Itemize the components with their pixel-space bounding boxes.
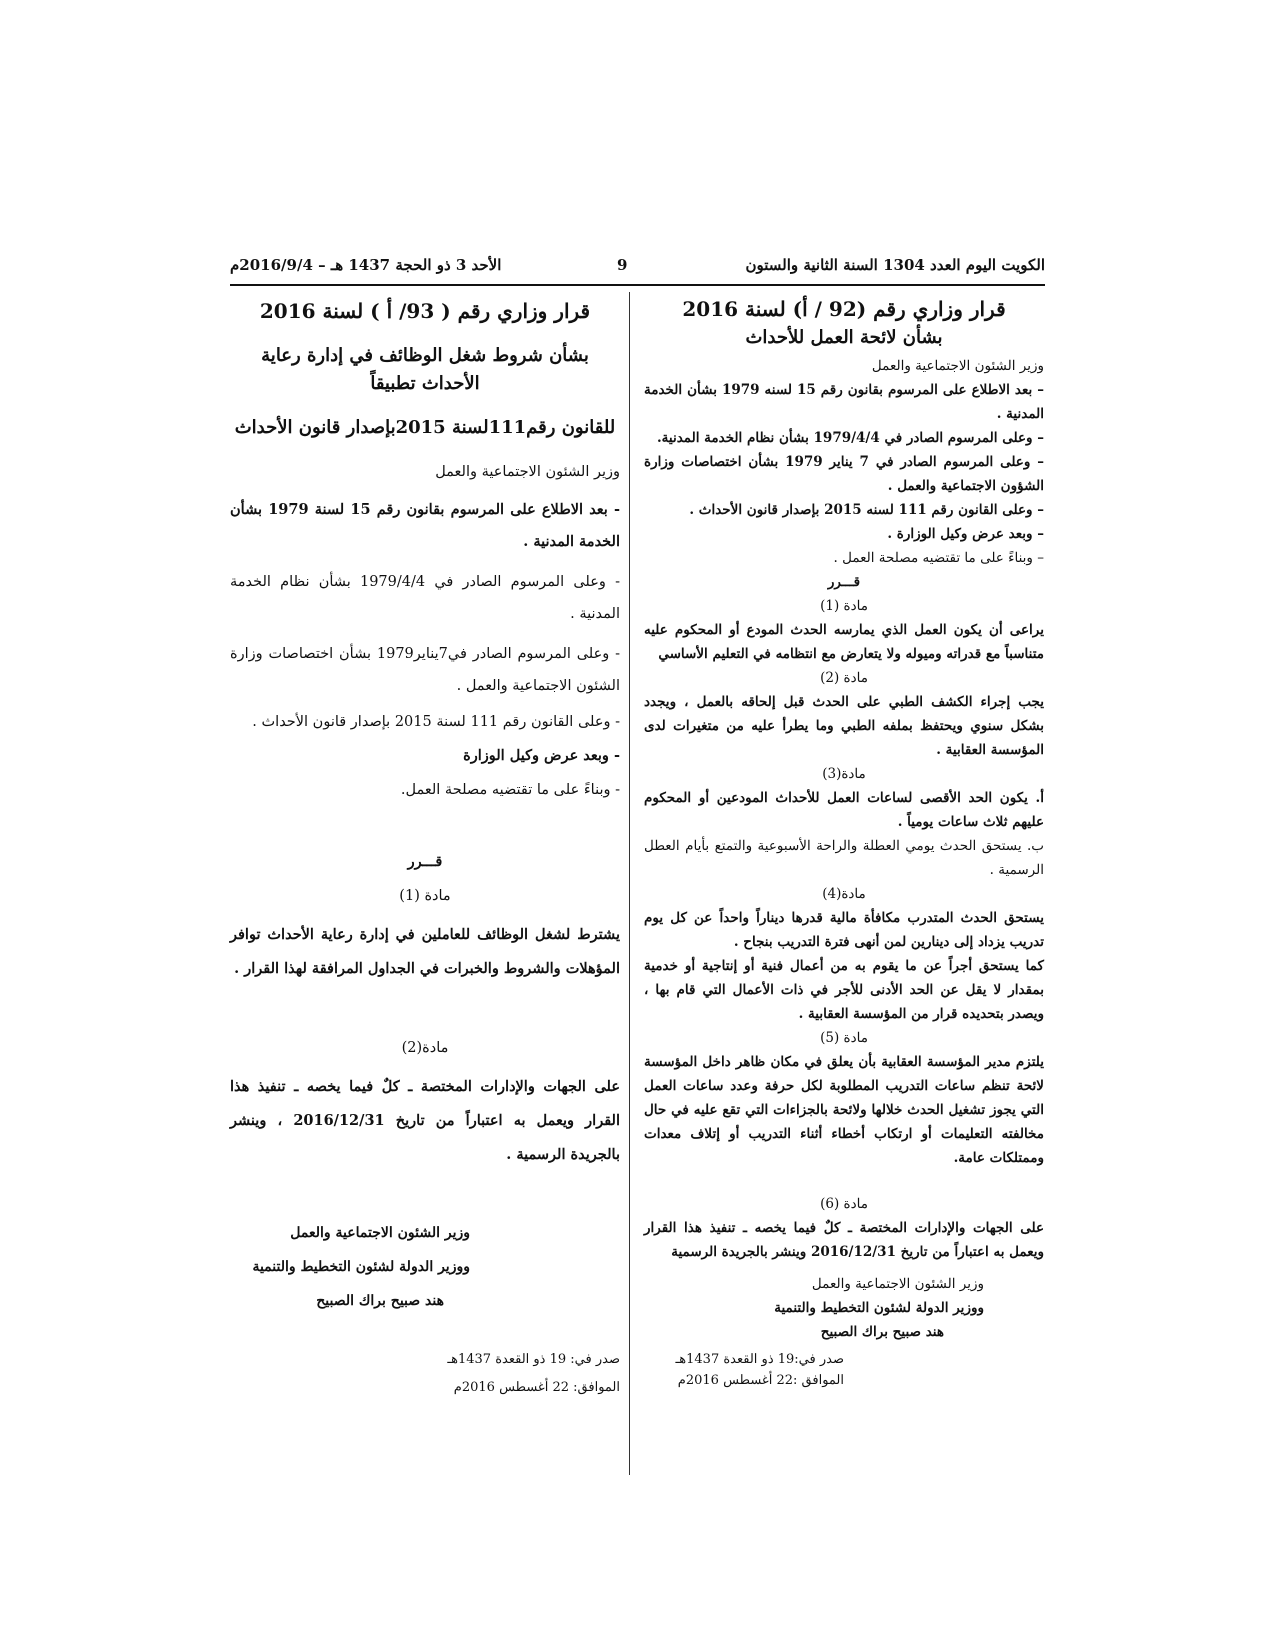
- signature-line: وزير الشئون الاجتماعية والعمل: [290, 1225, 470, 1241]
- decision-93-subtitle: بشأن شروط شغل الوظائف في إدارة رعاية الأحداث تطبيقاً: [261, 345, 589, 394]
- article-heading: مادة (2): [820, 670, 868, 686]
- preamble-item: – وبناءً على ما تقتضيه مصلحة العمل .: [833, 550, 1044, 566]
- decision-92-column: [644, 294, 1044, 1390]
- article-heading: مادة (6): [820, 1196, 868, 1212]
- preamble-item: - وعلى المرسوم الصادر في 1979/4/4 بشأن نظام الخدمة المدنية .: [230, 574, 620, 622]
- page-header: [230, 252, 1045, 282]
- issued-date-gregorian: الموافق: 22 أغسطس 2016م: [453, 1380, 620, 1395]
- decided-heading: قـــرر: [827, 574, 861, 590]
- issued-date-hijri: صدر في: 19 ذو القعدة 1437هـ: [447, 1352, 620, 1367]
- article-text: أ. يكون الحد الأقصى لساعات العمل للأحداث المودعين أو المحكوم عليهم ثلاث ساعات يومياً .: [644, 790, 1044, 830]
- minister-line: وزير الشئون الاجتماعية والعمل: [871, 358, 1044, 374]
- issue-date-header: الأحد 3 ذو الحجة 1437 هـ – 2016/9/4م: [230, 256, 502, 274]
- article-text: يشترط لشغل الوظائف للعاملين في إدارة رعاية الأحداث توافر المؤهلات والشروط والخبرات في الجداول المرافقة لهذا القرار .: [230, 926, 620, 977]
- article-text: كما يستحق أجراً عن ما يقوم به من أعمال فنية أو إنتاجية أو خدمية بمقدار لا يقل عن الحد الأدنى للأجر في ذات الأعمال التي قام بها ، ويصدر بتحديده قرار من المؤسسة العقابية .: [644, 958, 1044, 1022]
- decision-93-column: [230, 296, 620, 1402]
- article-heading: مادة (5): [820, 1030, 868, 1046]
- decision-92-subtitle: بشأن لائحة العمل للأحداث: [745, 327, 943, 348]
- preamble-item: – وعلى المرسوم الصادر في 1979/4/4 بشأن نظام الخدمة المدنية.: [656, 430, 1044, 446]
- preamble-item: – وعلى القانون رقم 111 لسنه 2015 بإصدار قانون الأحداث .: [689, 502, 1044, 518]
- article-text: يراعى أن يكون العمل الذي يمارسه الحدث المودع أو المحكوم عليه متناسباً مع قدراته وميوله ولا يتعارض مع انتظامه في التعليم الأساسي: [644, 622, 1044, 662]
- preamble-item: - وعلى القانون رقم 111 لسنة 2015 بإصدار قانون الأحداث .: [252, 714, 620, 730]
- preamble-item: - وعلى المرسوم الصادر في7يناير1979 بشأن اختصاصات وزارة الشئون الاجتماعية والعمل .: [230, 646, 620, 694]
- preamble-item: – بعد الاطلاع على المرسوم بقانون رقم 15 لسنه 1979 بشأن الخدمة المدنية .: [644, 382, 1044, 422]
- article-heading: مادة(2): [401, 1040, 449, 1056]
- decision-93-title: قرار وزاري رقم ( 93/ أ ) لسنة 2016: [259, 299, 591, 323]
- article-text: على الجهات والإدارات المختصة ـ كلٌ فيما يخصه ـ تنفيذ هذا القرار ويعمل به اعتباراً من تاريخ 2016/12/31 وينشر بالجريدة الرسمية: [644, 1220, 1044, 1260]
- article-text: يستحق الحدث المتدرب مكافأة مالية قدرها ديناراً واحداً عن كل يوم تدريب يزداد إلى دينارين لمن أنهى فترة التدريب بنجاح .: [644, 910, 1044, 950]
- article-text: على الجهات والإدارات المختصة ـ كلٌ فيما يخصه ـ تنفيذ هذا القرار ويعمل به اعتباراً من تاريخ 2016/12/31 ، وينشر بالجريدة الرسمية .: [230, 1078, 620, 1163]
- header-rule: [230, 284, 1045, 286]
- preamble-item: - بعد الاطلاع على المرسوم بقانون رقم 15 لسنة 1979 بشأن الخدمة المدنية .: [230, 501, 621, 550]
- signature-name: هند صبيح براك الصبيح: [820, 1324, 944, 1340]
- issued-block: [644, 1348, 1044, 1390]
- signature-line: وزير الشئون الاجتماعية والعمل: [811, 1276, 984, 1292]
- article-text: يلتزم مدير المؤسسة العقابية بأن يعلق في مكان ظاهر داخل المؤسسة لائحة تنظم ساعات التدريب المطلوبة لكل حرفة وعدد ساعات العمل التي يجوز تشغيل الحدث خلالها ولائحة بالجزاءات التي تقع عليه في حال مخالفته التعليمات أو ارتكاب أخطاء أثناء التدريب أو إتلاف معدات وممتلكات عامة.: [644, 1054, 1044, 1166]
- issued-block: [230, 1346, 620, 1402]
- issued-date-hijri: صدر في:19 ذو القعدة 1437هـ: [675, 1352, 844, 1367]
- preamble-item: – وبعد عرض وكيل الوزارة .: [887, 526, 1044, 542]
- preamble-item: – وعلى المرسوم الصادر في 7 يناير 1979 بشأن اختصاصات وزارة الشؤون الاجتماعية والعمل .: [644, 454, 1044, 494]
- article-heading: مادة(3): [822, 766, 866, 782]
- column-divider: [629, 292, 630, 1475]
- signature-name: هند صبيح براك الصبيح: [316, 1293, 444, 1309]
- gazette-issue-header: الكويت اليوم العدد 1304 السنة الثانية والستون: [745, 256, 1045, 274]
- article-text: يجب إجراء الكشف الطبي على الحدث قبل إلحاقه بالعمل ، ويجدد بشكل سنوي ويحتفظ بملفه الطبي وما يطرأ عليه من متغيرات لدى المؤسسة العقابية .: [644, 694, 1044, 758]
- article-text: ب. يستحق الحدث يومي العطلة والراحة الأسبوعية والتمتع بأيام العطل الرسمية .: [644, 838, 1044, 878]
- decided-heading: قـــرر: [407, 853, 443, 870]
- preamble-item: - وبناءً على ما تقتضيه مصلحة العمل.: [400, 782, 620, 798]
- signature-line: ووزير الدولة لشئون التخطيط والتنمية: [252, 1259, 470, 1275]
- decision-92-title: قرار وزاري رقم (92 / أ) لسنة 2016: [682, 297, 1006, 321]
- signature-line: ووزير الدولة لشئون التخطيط والتنمية: [774, 1300, 984, 1316]
- decision-93-subtitle: للقانون رقم111لسنة 2015بإصدار قانون الأحداث: [234, 417, 616, 438]
- page-number: 9: [617, 256, 628, 274]
- article-heading: مادة (1): [820, 598, 868, 614]
- minister-line: وزير الشئون الاجتماعية والعمل: [435, 464, 620, 480]
- preamble-item: - وبعد عرض وكيل الوزارة: [463, 747, 620, 764]
- article-heading: مادة (1): [399, 888, 451, 904]
- signature-block: [230, 1216, 620, 1318]
- signature-block: [644, 1272, 1044, 1344]
- issued-date-gregorian: الموافق :22 أغسطس 2016م: [677, 1373, 844, 1388]
- article-heading: مادة(4): [822, 886, 866, 902]
